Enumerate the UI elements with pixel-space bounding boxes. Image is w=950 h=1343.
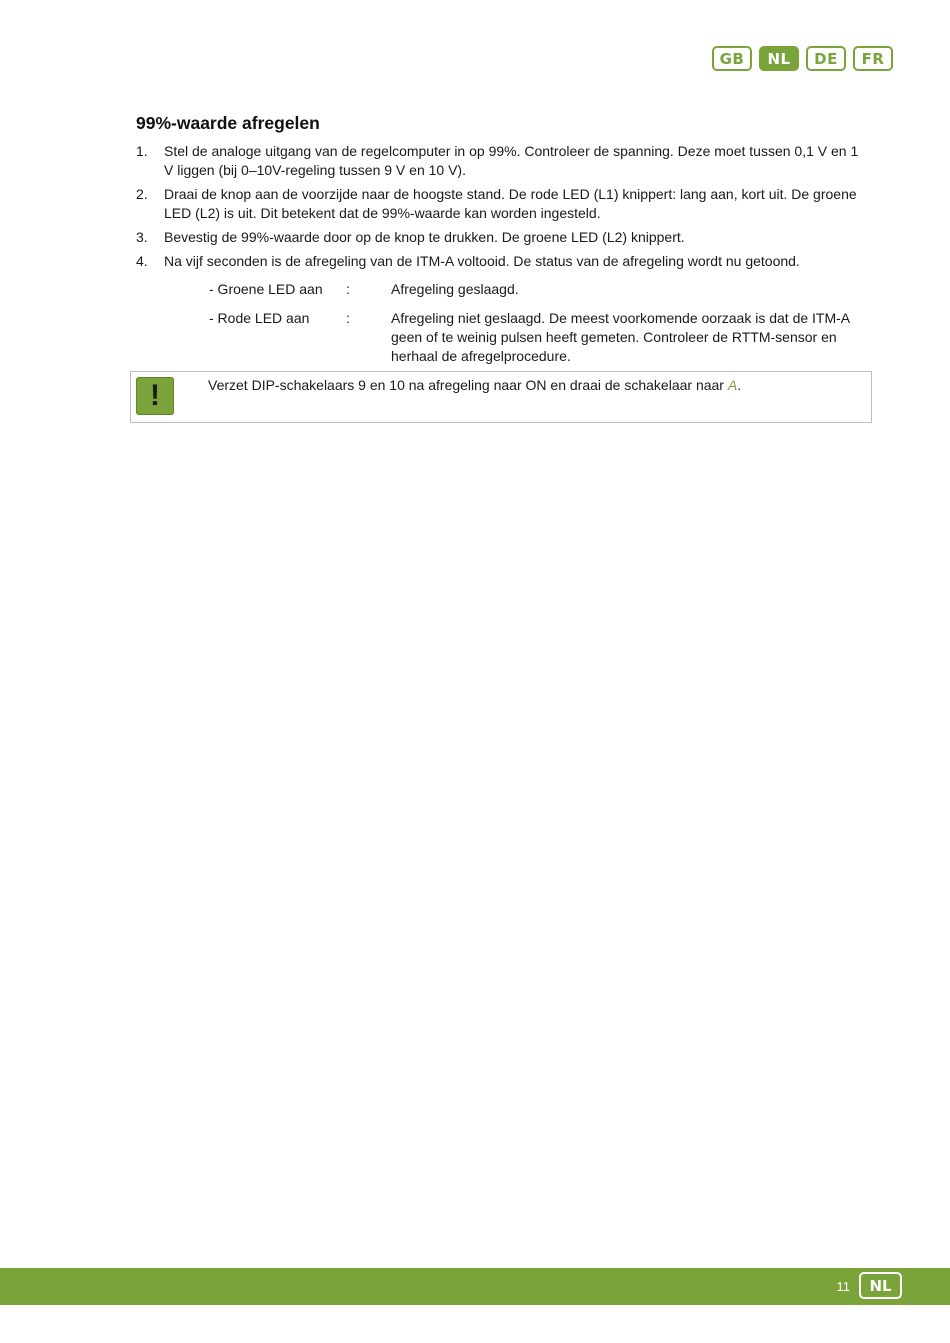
step-item — [136, 252, 866, 271]
status-description: Afregeling geslaagd. — [391, 281, 519, 297]
section-title: 99%-waarde afregelen — [136, 113, 320, 133]
step-item — [136, 228, 866, 247]
lang-tab-de[interactable]: DE — [806, 46, 846, 71]
lang-tab-fr[interactable]: FR — [853, 46, 893, 71]
warning-note — [130, 371, 872, 423]
language-tabs — [712, 46, 893, 71]
lang-tab-nl[interactable]: NL — [759, 46, 799, 71]
step-text: Na vijf seconden is de afregeling van de ITM-A voltooid. De status van de afregeling wordt nu getoond. — [164, 253, 800, 269]
note-text-after: . — [737, 377, 742, 393]
step-text: Stel de analoge uitgang van de regelcomputer in op 99%. Controleer de spanning. Deze moet tussen 0,1 V en 1 V liggen (bij 0–10V-regeling tussen 9 V en 10 V). — [164, 143, 859, 178]
footer-language-badge: NL — [859, 1272, 902, 1299]
status-colon: : — [346, 310, 350, 326]
status-red-row — [209, 309, 869, 366]
status-colon: : — [346, 281, 350, 297]
status-label: - Rode LED aan — [209, 310, 310, 326]
status-green-row — [209, 280, 869, 299]
step-number: 3. — [136, 229, 148, 245]
step-item — [136, 185, 866, 223]
step-number: 2. — [136, 186, 148, 202]
status-label: - Groene LED aan — [209, 281, 323, 297]
note-highlight: A — [727, 377, 738, 393]
step-text: Draai de knop aan de voorzijde naar de hoogste stand. De rode LED (L1) knippert: lang aan, kort uit. De groene LED (L2) is uit. Dit betekent dat de 99%-waarde kan worden ingesteld. — [164, 186, 857, 221]
note-text-before: Verzet DIP-schakelaars 9 en 10 na afregeling naar ON en draai de schakelaar naar — [208, 377, 728, 393]
lang-tab-gb[interactable]: GB — [712, 46, 752, 71]
step-item — [136, 142, 866, 180]
step-number: 4. — [136, 253, 148, 269]
step-number: 1. — [136, 143, 148, 159]
note-text — [208, 376, 741, 395]
steps-list — [136, 142, 866, 276]
exclamation-glyph: ! — [150, 379, 160, 412]
exclamation-icon — [136, 377, 174, 415]
page-number: 11 — [836, 1279, 850, 1294]
step-text: Bevestig de 99%-waarde door op de knop te drukken. De groene LED (L2) knippert. — [164, 229, 685, 245]
footer-bar — [0, 1268, 950, 1305]
status-description: Afregeling niet geslaagd. De meest voorkomende oorzaak is dat de ITM-A geen of te weinig pulsen heeft gemeten. Controleer de RTTM-sensor en herhaal de afregelprocedure. — [391, 310, 850, 364]
